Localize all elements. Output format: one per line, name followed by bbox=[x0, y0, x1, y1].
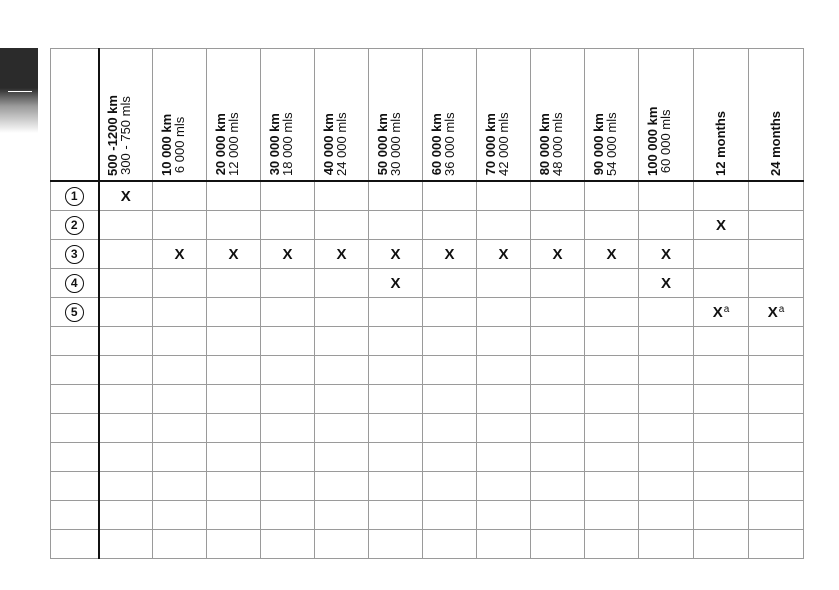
schedule-cell bbox=[749, 327, 804, 356]
table-row bbox=[51, 385, 804, 414]
schedule-cell bbox=[261, 211, 315, 240]
table-row bbox=[51, 501, 804, 530]
schedule-cell bbox=[531, 240, 585, 269]
interval-header-9 bbox=[531, 49, 585, 182]
interval-header-5 bbox=[315, 49, 369, 182]
schedule-cell bbox=[369, 414, 423, 443]
interval-secondary-label: 300 - 750 mls bbox=[117, 96, 133, 175]
schedule-cell bbox=[749, 530, 804, 559]
schedule-cell bbox=[315, 269, 369, 298]
row-index-cell bbox=[51, 211, 99, 240]
schedule-cell bbox=[531, 327, 585, 356]
interval-label bbox=[590, 112, 619, 176]
schedule-cell bbox=[423, 181, 477, 211]
table-body bbox=[51, 181, 804, 559]
schedule-cell bbox=[315, 414, 369, 443]
interval-label bbox=[713, 110, 728, 176]
interval-primary-label: 40 000 km bbox=[320, 113, 336, 176]
schedule-cell bbox=[694, 240, 749, 269]
interval-header-4 bbox=[261, 49, 315, 182]
interval-header-6 bbox=[369, 49, 423, 182]
schedule-cell bbox=[261, 327, 315, 356]
schedule-cell bbox=[153, 472, 207, 501]
interval-secondary-label: 12 000 mls bbox=[225, 112, 241, 176]
row-index-cell bbox=[51, 298, 99, 327]
row-index-cell bbox=[51, 443, 99, 472]
schedule-cell bbox=[694, 443, 749, 472]
schedule-cell bbox=[315, 472, 369, 501]
schedule-cell bbox=[207, 240, 261, 269]
schedule-cell bbox=[639, 269, 694, 298]
schedule-cell bbox=[207, 211, 261, 240]
schedule-cell bbox=[749, 414, 804, 443]
schedule-cell bbox=[477, 472, 531, 501]
schedule-cell bbox=[749, 240, 804, 269]
header-row bbox=[51, 49, 804, 182]
interval-primary-label: 90 000 km bbox=[590, 113, 606, 176]
schedule-cell bbox=[99, 269, 153, 298]
row-index-cell bbox=[51, 501, 99, 530]
schedule-cell bbox=[153, 181, 207, 211]
table-row bbox=[51, 356, 804, 385]
interval-header-8 bbox=[477, 49, 531, 182]
table-row bbox=[51, 443, 804, 472]
interval-header-10 bbox=[585, 49, 639, 182]
schedule-cell bbox=[749, 211, 804, 240]
schedule-cell bbox=[531, 414, 585, 443]
schedule-cell bbox=[207, 327, 261, 356]
schedule-grid bbox=[50, 48, 804, 559]
schedule-cell bbox=[749, 385, 804, 414]
schedule-cell bbox=[585, 269, 639, 298]
interval-secondary-label: 60 000 mls bbox=[658, 109, 673, 174]
schedule-cell bbox=[585, 298, 639, 327]
schedule-cell bbox=[477, 501, 531, 530]
schedule-cell bbox=[315, 298, 369, 327]
schedule-cell bbox=[531, 501, 585, 530]
schedule-cell bbox=[99, 181, 153, 211]
schedule-cell bbox=[531, 211, 585, 240]
schedule-cell bbox=[477, 327, 531, 356]
schedule-cell bbox=[261, 385, 315, 414]
schedule-cell bbox=[261, 472, 315, 501]
schedule-cell bbox=[639, 240, 694, 269]
schedule-cell bbox=[531, 298, 585, 327]
schedule-cell bbox=[585, 327, 639, 356]
schedule-cell bbox=[153, 385, 207, 414]
schedule-cell bbox=[639, 501, 694, 530]
schedule-cell bbox=[153, 211, 207, 240]
tab-marker-line bbox=[8, 91, 32, 92]
schedule-cell bbox=[207, 269, 261, 298]
schedule-cell bbox=[207, 356, 261, 385]
service-mark: X bbox=[390, 274, 401, 292]
schedule-cell bbox=[694, 181, 749, 211]
interval-secondary-label: 30 000 mls bbox=[387, 112, 403, 176]
schedule-cell bbox=[694, 530, 749, 559]
schedule-cell bbox=[639, 181, 694, 211]
interval-label bbox=[320, 112, 349, 176]
schedule-cell bbox=[315, 211, 369, 240]
schedule-cell bbox=[207, 181, 261, 211]
interval-header-11 bbox=[639, 49, 694, 182]
schedule-cell bbox=[694, 472, 749, 501]
service-mark: X bbox=[712, 303, 723, 321]
row-index-cell bbox=[51, 240, 99, 269]
row-index-cell bbox=[51, 530, 99, 559]
schedule-cell bbox=[423, 269, 477, 298]
service-mark: X bbox=[390, 245, 401, 263]
table-row bbox=[51, 181, 804, 211]
interval-secondary-label: 36 000 mls bbox=[441, 112, 457, 176]
table-row bbox=[51, 240, 804, 269]
schedule-cell bbox=[694, 269, 749, 298]
interval-secondary-label: 6 000 mls bbox=[171, 116, 187, 174]
interval-primary-label: 100 000 km bbox=[645, 106, 660, 176]
schedule-cell bbox=[99, 530, 153, 559]
table-row bbox=[51, 530, 804, 559]
schedule-cell bbox=[531, 356, 585, 385]
schedule-cell bbox=[369, 472, 423, 501]
interval-label bbox=[104, 95, 133, 176]
schedule-cell bbox=[639, 298, 694, 327]
schedule-cell bbox=[423, 240, 477, 269]
schedule-cell bbox=[585, 181, 639, 211]
schedule-cell bbox=[315, 181, 369, 211]
interval-primary-label: 24 months bbox=[768, 110, 783, 176]
interval-label bbox=[645, 106, 673, 176]
table-row bbox=[51, 211, 804, 240]
schedule-cell bbox=[423, 327, 477, 356]
schedule-cell bbox=[315, 443, 369, 472]
interval-primary-label: 10 000 km bbox=[158, 113, 174, 176]
schedule-cell bbox=[261, 298, 315, 327]
schedule-cell bbox=[369, 240, 423, 269]
service-mark: X bbox=[282, 245, 293, 263]
service-mark: X bbox=[715, 216, 726, 234]
schedule-cell bbox=[369, 443, 423, 472]
schedule-cell bbox=[261, 269, 315, 298]
row-index-cell bbox=[51, 327, 99, 356]
schedule-cell bbox=[207, 385, 261, 414]
interval-header-3 bbox=[207, 49, 261, 182]
schedule-cell bbox=[585, 530, 639, 559]
schedule-cell bbox=[531, 443, 585, 472]
schedule-cell bbox=[639, 443, 694, 472]
schedule-cell bbox=[315, 501, 369, 530]
schedule-cell bbox=[261, 501, 315, 530]
schedule-cell bbox=[99, 501, 153, 530]
schedule-cell bbox=[477, 530, 531, 559]
schedule-cell bbox=[207, 501, 261, 530]
schedule-cell bbox=[423, 356, 477, 385]
circled-number: 1 bbox=[65, 187, 84, 206]
schedule-cell bbox=[477, 211, 531, 240]
schedule-cell bbox=[153, 356, 207, 385]
schedule-cell bbox=[369, 356, 423, 385]
schedule-cell bbox=[749, 356, 804, 385]
schedule-cell bbox=[639, 530, 694, 559]
interval-secondary-label: 24 000 mls bbox=[333, 112, 349, 176]
schedule-cell bbox=[423, 501, 477, 530]
schedule-cell bbox=[153, 443, 207, 472]
interval-primary-label: 500 -1200 km bbox=[104, 95, 120, 176]
schedule-cell bbox=[207, 443, 261, 472]
interval-primary-label: 30 000 km bbox=[266, 113, 282, 176]
circled-number: 4 bbox=[65, 274, 84, 293]
interval-header-13 bbox=[749, 49, 804, 182]
schedule-cell bbox=[369, 530, 423, 559]
schedule-cell bbox=[369, 501, 423, 530]
service-mark: X bbox=[120, 187, 131, 205]
schedule-cell bbox=[585, 443, 639, 472]
schedule-cell bbox=[207, 472, 261, 501]
schedule-cell bbox=[423, 443, 477, 472]
table-row bbox=[51, 472, 804, 501]
schedule-cell bbox=[261, 356, 315, 385]
circled-number: 3 bbox=[65, 245, 84, 264]
interval-primary-label: 60 000 km bbox=[428, 113, 444, 176]
schedule-cell bbox=[423, 211, 477, 240]
schedule-cell bbox=[99, 211, 153, 240]
schedule-cell bbox=[639, 472, 694, 501]
schedule-cell bbox=[261, 530, 315, 559]
schedule-cell bbox=[99, 414, 153, 443]
schedule-cell bbox=[749, 472, 804, 501]
schedule-cell bbox=[477, 443, 531, 472]
interval-header-2 bbox=[153, 49, 207, 182]
schedule-cell bbox=[423, 414, 477, 443]
circled-number: 5 bbox=[65, 303, 84, 322]
schedule-cell bbox=[585, 356, 639, 385]
interval-label bbox=[768, 110, 783, 176]
row-index-cell bbox=[51, 385, 99, 414]
schedule-cell bbox=[749, 501, 804, 530]
schedule-cell bbox=[694, 298, 749, 327]
schedule-cell bbox=[99, 356, 153, 385]
schedule-cell bbox=[694, 501, 749, 530]
schedule-cell bbox=[315, 530, 369, 559]
schedule-cell bbox=[531, 269, 585, 298]
schedule-cell bbox=[639, 385, 694, 414]
service-mark: X bbox=[498, 245, 509, 263]
schedule-cell bbox=[585, 414, 639, 443]
row-index-cell bbox=[51, 472, 99, 501]
schedule-cell bbox=[749, 298, 804, 327]
interval-primary-label: 50 000 km bbox=[374, 113, 390, 176]
schedule-cell bbox=[261, 443, 315, 472]
schedule-cell bbox=[477, 385, 531, 414]
interval-label bbox=[212, 112, 241, 176]
schedule-cell bbox=[423, 298, 477, 327]
schedule-cell bbox=[153, 501, 207, 530]
schedule-cell bbox=[749, 181, 804, 211]
schedule-cell bbox=[369, 385, 423, 414]
schedule-cell bbox=[315, 327, 369, 356]
page-tab-marker bbox=[0, 48, 38, 133]
service-mark: X bbox=[336, 245, 347, 263]
service-mark: X bbox=[228, 245, 239, 263]
schedule-cell bbox=[694, 385, 749, 414]
schedule-cell bbox=[639, 327, 694, 356]
schedule-cell bbox=[749, 269, 804, 298]
schedule-cell bbox=[531, 530, 585, 559]
schedule-cell bbox=[477, 181, 531, 211]
schedule-cell bbox=[423, 472, 477, 501]
schedule-cell bbox=[423, 530, 477, 559]
schedule-cell bbox=[694, 414, 749, 443]
interval-header-1 bbox=[99, 49, 153, 182]
schedule-cell bbox=[153, 298, 207, 327]
schedule-cell bbox=[531, 385, 585, 414]
schedule-cell bbox=[153, 414, 207, 443]
schedule-cell bbox=[261, 414, 315, 443]
schedule-cell bbox=[369, 211, 423, 240]
schedule-cell bbox=[477, 240, 531, 269]
schedule-cell bbox=[369, 327, 423, 356]
service-mark: X bbox=[767, 303, 778, 321]
schedule-cell bbox=[694, 356, 749, 385]
row-index-cell bbox=[51, 356, 99, 385]
schedule-cell bbox=[315, 240, 369, 269]
schedule-cell bbox=[99, 240, 153, 269]
schedule-cell bbox=[99, 385, 153, 414]
service-mark: X bbox=[606, 245, 617, 263]
interval-label bbox=[158, 113, 187, 176]
schedule-cell bbox=[477, 269, 531, 298]
interval-primary-label: 70 000 km bbox=[482, 113, 498, 176]
schedule-cell bbox=[749, 443, 804, 472]
interval-label bbox=[374, 112, 403, 176]
schedule-cell bbox=[261, 240, 315, 269]
schedule-cell bbox=[153, 530, 207, 559]
interval-label bbox=[482, 112, 511, 176]
table-row bbox=[51, 414, 804, 443]
schedule-cell bbox=[531, 472, 585, 501]
schedule-cell bbox=[153, 269, 207, 298]
row-index-cell bbox=[51, 181, 99, 211]
schedule-cell bbox=[99, 327, 153, 356]
interval-label bbox=[428, 112, 457, 176]
circled-number: 2 bbox=[65, 216, 84, 235]
schedule-cell bbox=[585, 501, 639, 530]
schedule-cell bbox=[585, 385, 639, 414]
table-row bbox=[51, 298, 804, 327]
footnote-marker: a bbox=[778, 303, 785, 315]
interval-primary-label: 12 months bbox=[713, 110, 728, 176]
schedule-cell bbox=[585, 240, 639, 269]
interval-label bbox=[536, 112, 565, 176]
schedule-cell bbox=[315, 356, 369, 385]
schedule-cell bbox=[639, 356, 694, 385]
service-mark: X bbox=[444, 245, 455, 263]
schedule-cell bbox=[153, 240, 207, 269]
interval-primary-label: 80 000 km bbox=[536, 113, 552, 176]
schedule-cell bbox=[477, 298, 531, 327]
schedule-cell bbox=[531, 181, 585, 211]
interval-secondary-label: 42 000 mls bbox=[495, 112, 511, 176]
maintenance-schedule-table bbox=[50, 48, 799, 557]
service-mark: X bbox=[174, 245, 185, 263]
header-corner-cell bbox=[51, 49, 99, 182]
interval-header-7 bbox=[423, 49, 477, 182]
schedule-cell bbox=[207, 414, 261, 443]
interval-secondary-label: 18 000 mls bbox=[279, 112, 295, 176]
service-mark: X bbox=[552, 245, 563, 263]
schedule-cell bbox=[585, 211, 639, 240]
schedule-cell bbox=[477, 414, 531, 443]
interval-secondary-label: 54 000 mls bbox=[603, 112, 619, 176]
schedule-cell bbox=[153, 327, 207, 356]
schedule-cell bbox=[315, 385, 369, 414]
schedule-cell bbox=[639, 211, 694, 240]
schedule-cell bbox=[369, 269, 423, 298]
schedule-cell bbox=[99, 298, 153, 327]
footnote-marker: a bbox=[723, 303, 730, 315]
schedule-cell bbox=[694, 327, 749, 356]
schedule-cell bbox=[423, 385, 477, 414]
schedule-cell bbox=[585, 472, 639, 501]
schedule-cell bbox=[369, 181, 423, 211]
schedule-cell bbox=[99, 472, 153, 501]
service-mark: X bbox=[660, 245, 671, 263]
service-mark: X bbox=[660, 274, 671, 292]
schedule-cell bbox=[694, 211, 749, 240]
schedule-cell bbox=[261, 181, 315, 211]
schedule-cell bbox=[99, 443, 153, 472]
schedule-cell bbox=[369, 298, 423, 327]
interval-label bbox=[266, 112, 295, 176]
table-row bbox=[51, 269, 804, 298]
schedule-cell bbox=[639, 414, 694, 443]
interval-primary-label: 20 000 km bbox=[212, 113, 228, 176]
schedule-cell bbox=[207, 530, 261, 559]
row-index-cell bbox=[51, 269, 99, 298]
row-index-cell bbox=[51, 414, 99, 443]
schedule-cell bbox=[477, 356, 531, 385]
schedule-cell bbox=[207, 298, 261, 327]
interval-header-12 bbox=[694, 49, 749, 182]
table-row bbox=[51, 327, 804, 356]
interval-secondary-label: 48 000 mls bbox=[549, 112, 565, 176]
